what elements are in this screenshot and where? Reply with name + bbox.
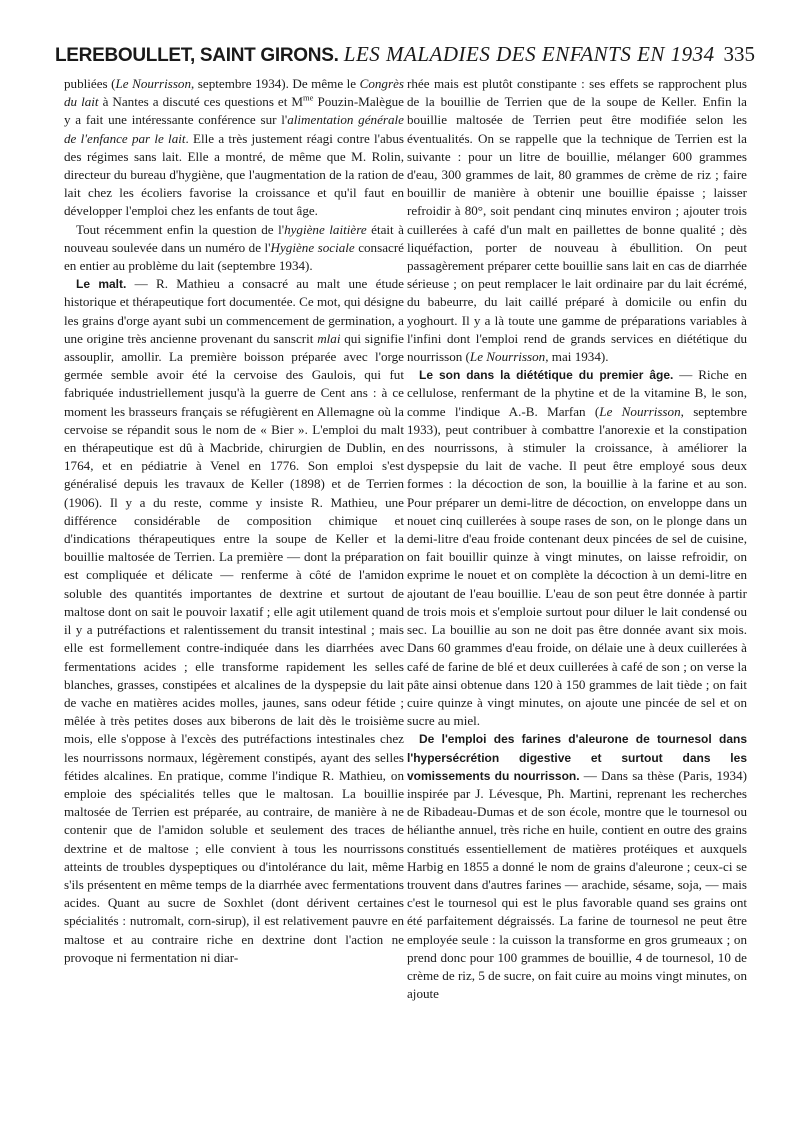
paragraph-bouillie-terrien: rhée mais est plutôt constipante : ses effets se rapprochent plus de la bouillie de Terrien que de la soupe de Keller. Enfin la bouillie maltosée de Terrien peut être modifiée selon les éventualités. On se rappelle que la technique de Terrien est la suivante : pour un litre de bouillie, mélanger 600 grammes d'eau, 300 grammes de lait, 80 grammes de crème de riz ; faire bouillir de manière à obtenir une bouillie épaisse ; laisser refroidir à 80°, soit pendant cinq minutes environ ; ajouter trois cuillerées à café d'un malt en paillettes de bonne qualité ; dès liquéfaction, porter de nouveau à ébullition. On peut passagèrement préparer cette bouillie sans lait en cas de diarrhée sérieuse ; on peut remplacer le lait ordinaire par du lait écrémé, du babeurre, du lait caillé préparé à domicile ou enfin du yoghourt. Il y a là toute une gamme de préparations variables à l'infini dont l'emploi rend de grands services en diététique du nourrisson (Le Nourrisson, mai 1934).	[407, 76, 747, 365]
page-number: 335	[723, 42, 755, 66]
section-heading-aleurone: De l'emploi des farines d'aleurone de tournesol dans l'hypersécrétion digestive et surtout dans les vomissements du nourrisson.	[407, 732, 747, 783]
paragraph-hygiene-laitiere: Tout récemment enfin la question de l'hygiène laitière était à nouveau soulevée dans un numéro de l'Hygiène sociale consacré en entier au problème du lait (septembre 1934).	[64, 221, 404, 274]
section-heading-son: Le son dans la diététique du premier âge.	[419, 368, 674, 383]
header-title: LES MALADIES DES ENFANTS EN 1934	[343, 42, 715, 66]
paragraph-congres-lait: publiées (Le Nourrisson, septembre 1934). De même le Congrès du lait à Nantes a discuté ces questions et $M^{me}$ Pouzin-Malègue y a fait une intéressante conférence sur l'alimentation générale de l'enfance par le lait. Elle a très justement réagi contre l'abus des régimes sans lait. Elle a montré, de même que M. Rolin, directeur du bureau d'hygiène, que l'augmentation de la ration de lait chez les écoliers favorise la croissance et qu'il faut en développer l'emploi chez les enfants de tout âge.	[64, 76, 404, 219]
section-heading-malt: Le malt.	[76, 277, 127, 292]
right-column	[407, 75, 747, 1003]
header-authors: LEREBOULLET, SAINT GIRONS.	[55, 45, 339, 66]
running-header	[55, 40, 755, 70]
paragraph-son: Le son dans la diététique du premier âge. — Riche en cellulose, renfermant de la phytine et de la vitamine B, le son, comme l'indique A.-B. Marfan (Le Nourrisson, septembre 1933), peut contribuer à combattre l'anorexie et la constipation des nourrissons, à stimuler la croissance, à améliorer la dyspepsie du lait de vache. Il peut être employé sous deux formes : la décoction de son, la bouillie à la farine et au son. Pour préparer un demi-litre de décoction, on enveloppe dans un nouet cinq cuillerées à soupe rases de son, on le plonge dans un demi-litre d'eau froide contenant deux pincées de sel de cuisine, on fait bouillir quinze à vingt minutes, on laisse refroidir, on exprime le nouet et on complète la décoction à un demi-litre en ajoutant de l'eau bouillie. L'eau de son peut être donnée à partir de trois mois et s'emploie surtout pour diluer le lait condensé ou sec. La bouillie au son ne doit pas être donnée avant six mois. Dans 60 grammes d'eau froide, on délaie une à deux cuillerées à café de farine de blé et deux cuillerées à café de son ; on verse la pâte ainsi obtenue dans 120 à 150 grammes de lait tiède ; on fait cuire quinze à vingt minutes, on ajoute une pincée de sel et on sucre au miel.	[407, 367, 748, 729]
paragraph-aleurone: De l'emploi des farines d'aleurone de tournesol dans l'hypersécrétion digestive et surtout dans les vomissements du nourrisson. — Dans sa thèse (Paris, 1934) inspirée par J. Lévesque, Ph. Martini, reprenant les recherches de Ribadeau-Dumas et de son école, montre que le tournesol ou hélianthe annuel, très riche en huile, contient en outre des grains constitués essentiellement de matières protéiques et auxquels Harbig en 1855 a donné le nom de grains d'aleurone ; ceux-ci se trouvent dans d'autres farines — arachide, sésame, soja, — mais c'est le tournesol qui est le plus favorable quand ses grains ont été parfaitement dégraissés. La farine de tournesol ne peut être employée seule : la cuisson la transforme en gros grumeaux ; on prend donc pour 100 grammes de bouillie, 4 de tournesol, 10 de crème de riz, 5 de sucre, on fait cuire au moins vingt minutes, on ajoute	[407, 732, 747, 1002]
paragraph-malt: Le malt. — R. Mathieu a consacré au malt une étude historique et thérapeutique fort documentée. Ce mot, qui désigne les grains d'orge ayant subi un commencement de germination, a une origine très ancienne provenant du sanscrit mlai qui signifie assouplir, amollir. La première boisson préparée avec l'orge germée semble avoir été la cervoise des Gaulois, qui fut fabriquée industriellement jusqu'à la guerre de Cent ans : à ce moment les brasseurs français se réfugièrent en Allemagne où la cervoise se répandit sous le nom de « Bier ». L'emploi du malt en thérapeutique est dû à Macbride, chirurgien de Dublin, en 1764, et en pédiatrie à Venel en 1776. Son emploi s'est généralisé depuis les travaux de Keller (1898) et de Terrien (1906). Il y a du reste, comme y insiste R. Mathieu, une différence considérable de composition chimique et d'indications thérapeutiques entre la soupe de Keller et la bouillie maltosée de Terrien. La première — dont la préparation est compliquée et délicate — renferme à côté de l'amidon soluble des quantités importantes de dextrine et surtout de maltose dont on sait le pouvoir laxatif ; elle agit utilement quand il y a putréfactions et ralentissement du transit intestinal ; mais elle est formellement contre-indiquée dans les diarrhées avec fermentations acides ; elle transforme rapidement les selles blanches, grasses, constipées et alcalines de la dyspepsie du lait de vache en matières acides molles, jaunes, sans odeur fétide ; mêlée à très petites doses aux biberons de lait dès le troisième mois, elle s'oppose à l'excès des putréfactions intestinales chez les nourrissons normaux, légèrement constipés, ayant des selles fétides alcalines. En pratique, comme l'indique R. Mathieu, on emploie des spécialités telles que le maltosan. La bouillie maltosée de Terrien est préparée, au contraire, de manière à ne contenir que de l'amidon soluble et seulement des traces de dextrine et de maltose ; elle convient à tous les nourrissons atteints de troubles dyspeptiques ou d'intolérance du lait, même s'ils présentent en même temps de la diarrhée avec fermentations acides. Quant au sucre de Soxhlet (dont dérivent certaines spécialités : nutromalt, corn-sirup), il est relativement pauvre en maltose et au contraire riche en dextrine dont l'action ne provoque ni fermentation ni diar-	[64, 276, 404, 965]
left-column	[64, 75, 404, 967]
